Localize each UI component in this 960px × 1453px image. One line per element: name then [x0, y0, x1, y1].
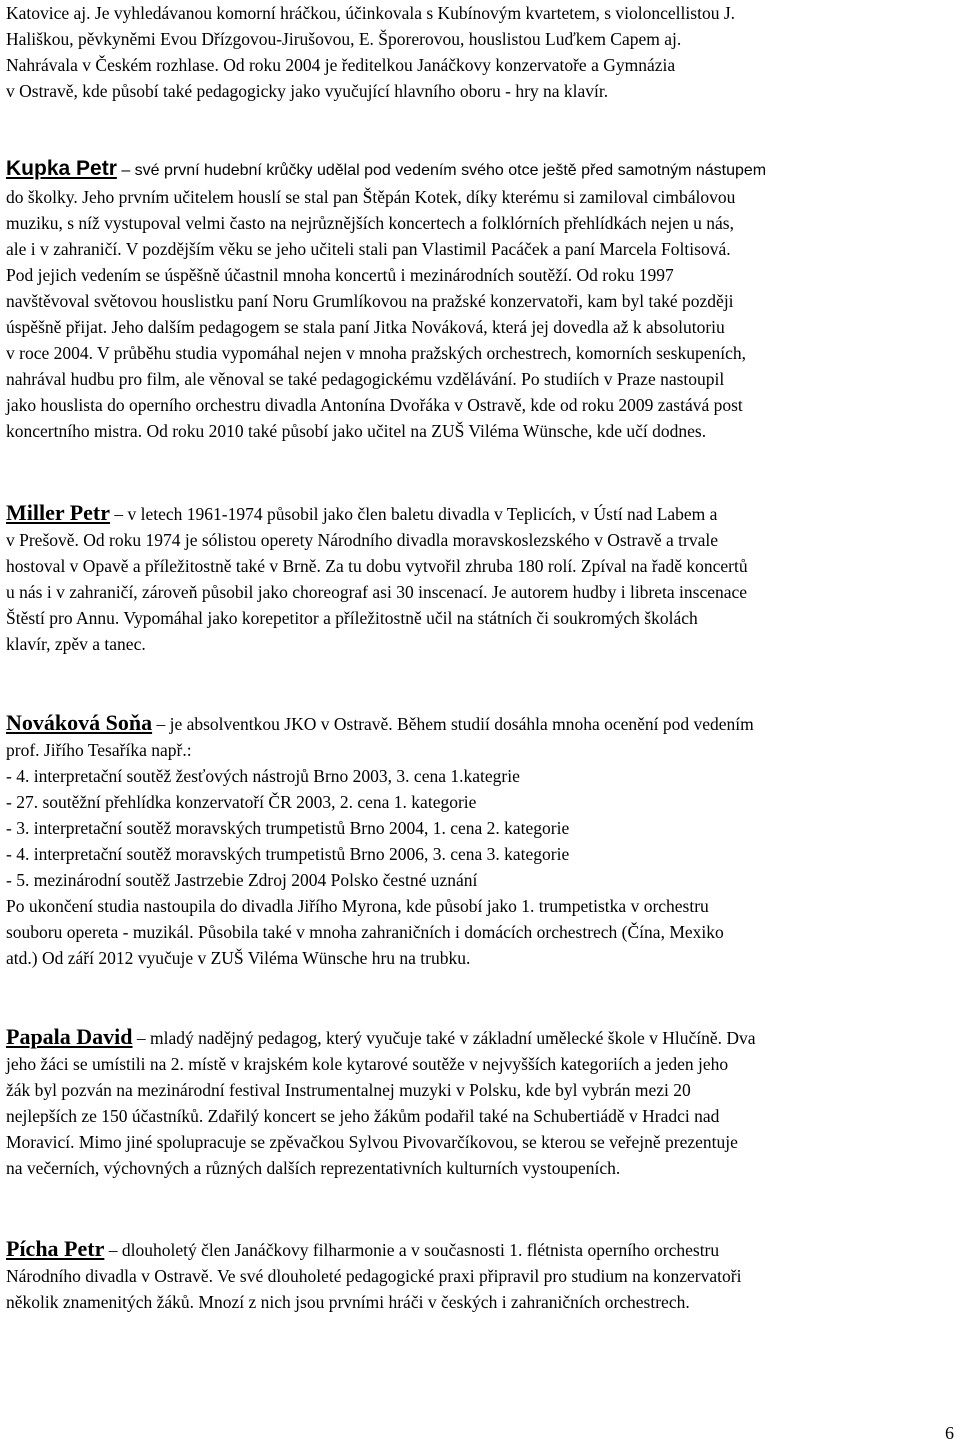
- entry-first-line: [6, 1024, 954, 1051]
- text-line: klavír, zpěv a tanec.: [6, 634, 146, 654]
- text-line: Pod jejich vedením se úspěšně účastnil mnoha koncertů i mezinárodních soutěží. Od roku 1997: [6, 265, 674, 285]
- text-line: hostoval v Opavě a příležitostně také v Brně. Za tu dobu vytvořil zhruba 180 rolí. Zpíval na řadě koncertů: [6, 556, 748, 576]
- text-line: - 4. interpretační soutěž moravských trumpetistů Brno 2006, 3. cena 3. kategorie: [6, 844, 570, 864]
- entry-first-line: [6, 500, 954, 527]
- entry-novakova-sona: [6, 710, 954, 971]
- text-line: muziku, s níž vystupoval velmi často na nejrůznějších koncertech a folklórních přehlídkách nejen u nás,: [6, 213, 734, 233]
- text-line: do školky. Jeho prvním učitelem houslí se stal pan Štěpán Kotek, díky kterému si zamiloval cimbálovou: [6, 187, 736, 207]
- entry-name: Nováková Soňa: [6, 710, 153, 735]
- entry-papala-david: [6, 1024, 954, 1181]
- text-line: v Ostravě, kde působí také pedagogicky jako vyučující hlavního oboru - hry na klavír.: [6, 81, 609, 101]
- entry-name: Miller Petr: [6, 500, 111, 525]
- text-line: nejlepších ze 150 účastníků. Zdařilý koncert se jeho žákům podařil také na Schubertiádě v Hradci nad: [6, 1106, 720, 1126]
- page-number: 6: [945, 1423, 954, 1443]
- entry-miller-petr: [6, 500, 954, 657]
- entry-first-text: – dlouholetý člen Janáčkovy filharmonie a v současnosti 1. flétnista operního orchestru: [104, 1240, 720, 1260]
- text-line: - 27. soutěžní přehlídka konzervatoří ČR 2003, 2. cena 1. kategorie: [6, 792, 477, 812]
- entry-name: Kupka Petr: [6, 157, 117, 180]
- entry-name: Papala David: [6, 1024, 133, 1049]
- text-line: Moravicí. Mimo jiné spolupracuje se zpěvačkou Sylvou Pivovarčíkovou, se kterou se veřejně prezentuje: [6, 1132, 738, 1152]
- text-line: Katovice aj. Je vyhledávanou komorní hráčkou, účinkovala s Kubínovým kvartetem, s violoncellistou J.: [6, 3, 736, 23]
- text-line: na večerních, výchovných a různých dalších reprezentativních kulturních vystoupeních.: [6, 1158, 621, 1178]
- text-line: úspěšně přijat. Jeho dalším pedagogem se stala paní Jitka Nováková, která jej dovedla až k absolutoriu: [6, 317, 725, 337]
- entry-first-line: [6, 1236, 954, 1263]
- text-line: souboru opereta - muzikál. Působila také v mnoha zahraničních i domácích orchestrech (Čína, Mexiko: [6, 922, 724, 942]
- entry-first-text: – v letech 1961-1974 působil jako člen baletu divadla v Teplicích, v Ústí nad Labem a: [110, 504, 718, 524]
- text-line: atd.) Od září 2012 vyučuje v ZUŠ Viléma Wünsche hru na trubku.: [6, 948, 471, 968]
- text-line: v roce 2004. V průběhu studia vypomáhal nejen v mnoha pražských orchestrech, komorních seskupeních,: [6, 343, 746, 363]
- text-line: Nahrávala v Českém rozhlase. Od roku 2004 je ředitelkou Janáčkovy konzervatoře a Gymnázia: [6, 55, 676, 75]
- text-line: u nás i v zahraničí, zároveň působil jako choreograf asi 30 inscenací. Je autorem hudby i libreta inscenace: [6, 582, 748, 602]
- text-line: Hališkou, pěvkyněmi Evou Dřízgovou-Jirušovou, E. Šporerovou, houslistou Luďkem Capem aj.: [6, 29, 682, 49]
- text-line: jeho žáci se umístili na 2. místě v krajském kole kytarové soutěže v nejvyšších kategoriích a jeden jeho: [6, 1054, 729, 1074]
- entry-kupka-petr: [6, 156, 954, 444]
- entry-first-text: – je absolventkou JKO v Ostravě. Během studií dosáhla mnoha ocenění pod vedením: [152, 714, 754, 734]
- text-line: - 4. interpretační soutěž žesťových nástrojů Brno 2003, 3. cena 1.kategrie: [6, 766, 520, 786]
- entry-picha-petr: [6, 1236, 954, 1315]
- text-line: - 5. mezinárodní soutěž Jastrzebie Zdroj 2004 Polsko čestné uznání: [6, 870, 478, 890]
- text-line: jako houslista do operního orchestru divadla Antonína Dvořáka v Ostravě, kde od roku 2009 zastává post: [6, 395, 743, 415]
- text-line: nahrával hudbu pro film, ale věnoval se také pedagogickému vzdělávání. Po studiích v Praze nastoupil: [6, 369, 725, 389]
- text-line: několik znamenitých žáků. Mnozí z nich jsou prvními hráči v českých i zahraničních orchestrech.: [6, 1292, 690, 1312]
- text-line: navštěvoval světovou houslistku paní Noru Grumlíkovou na pražské konzervatoři, kam byl také později: [6, 291, 734, 311]
- text-line: Štěstí pro Annu. Vypomáhal jako korepetitor a příležitostně učil na státních či soukromých školách: [6, 608, 698, 628]
- text-line: v Prešově. Od roku 1974 je sólistou operety Národního divadla moravskoslezského v Ostravě a trvale: [6, 530, 718, 550]
- entry-first-text: – své první hudební krůčky udělal pod vedením svého otce ještě před samotným nástupem: [116, 162, 767, 179]
- text-line: koncertního mistra. Od roku 2010 také působí jako učitel na ZUŠ Viléma Wünsche, kde učí dodnes.: [6, 421, 707, 441]
- text-line: prof. Jiřího Tesaříka např.:: [6, 740, 192, 760]
- text-line: - 3. interpretační soutěž moravských trumpetistů Brno 2004, 1. cena 2. kategorie: [6, 818, 570, 838]
- entry-first-line: [6, 710, 954, 737]
- text-line: Po ukončení studia nastoupila do divadla Jiřího Myrona, kde působí jako 1. trumpetistka v orchestru: [6, 896, 709, 916]
- entry-first-text: – mladý nadějný pedagog, který vyučuje také v základní umělecké škole v Hlučíně. Dva: [132, 1028, 756, 1048]
- text-line: ale i v zahraničí. V pozdějším věku se jeho učiteli stali pan Vlastimil Pacáček a paní Marcela Foltisová.: [6, 239, 731, 259]
- intro-paragraph: [6, 0, 954, 104]
- entry-first-line: [6, 156, 954, 184]
- entry-name: Pícha Petr: [6, 1236, 105, 1261]
- text-line: Národního divadla v Ostravě. Ve své dlouholeté pedagogické praxi připravil pro studium na konzervatoři: [6, 1266, 742, 1286]
- text-line: žák byl pozván na mezinárodní festival Instrumentalnej muzyki v Polsku, kde byl vybrán mezi 20: [6, 1080, 691, 1100]
